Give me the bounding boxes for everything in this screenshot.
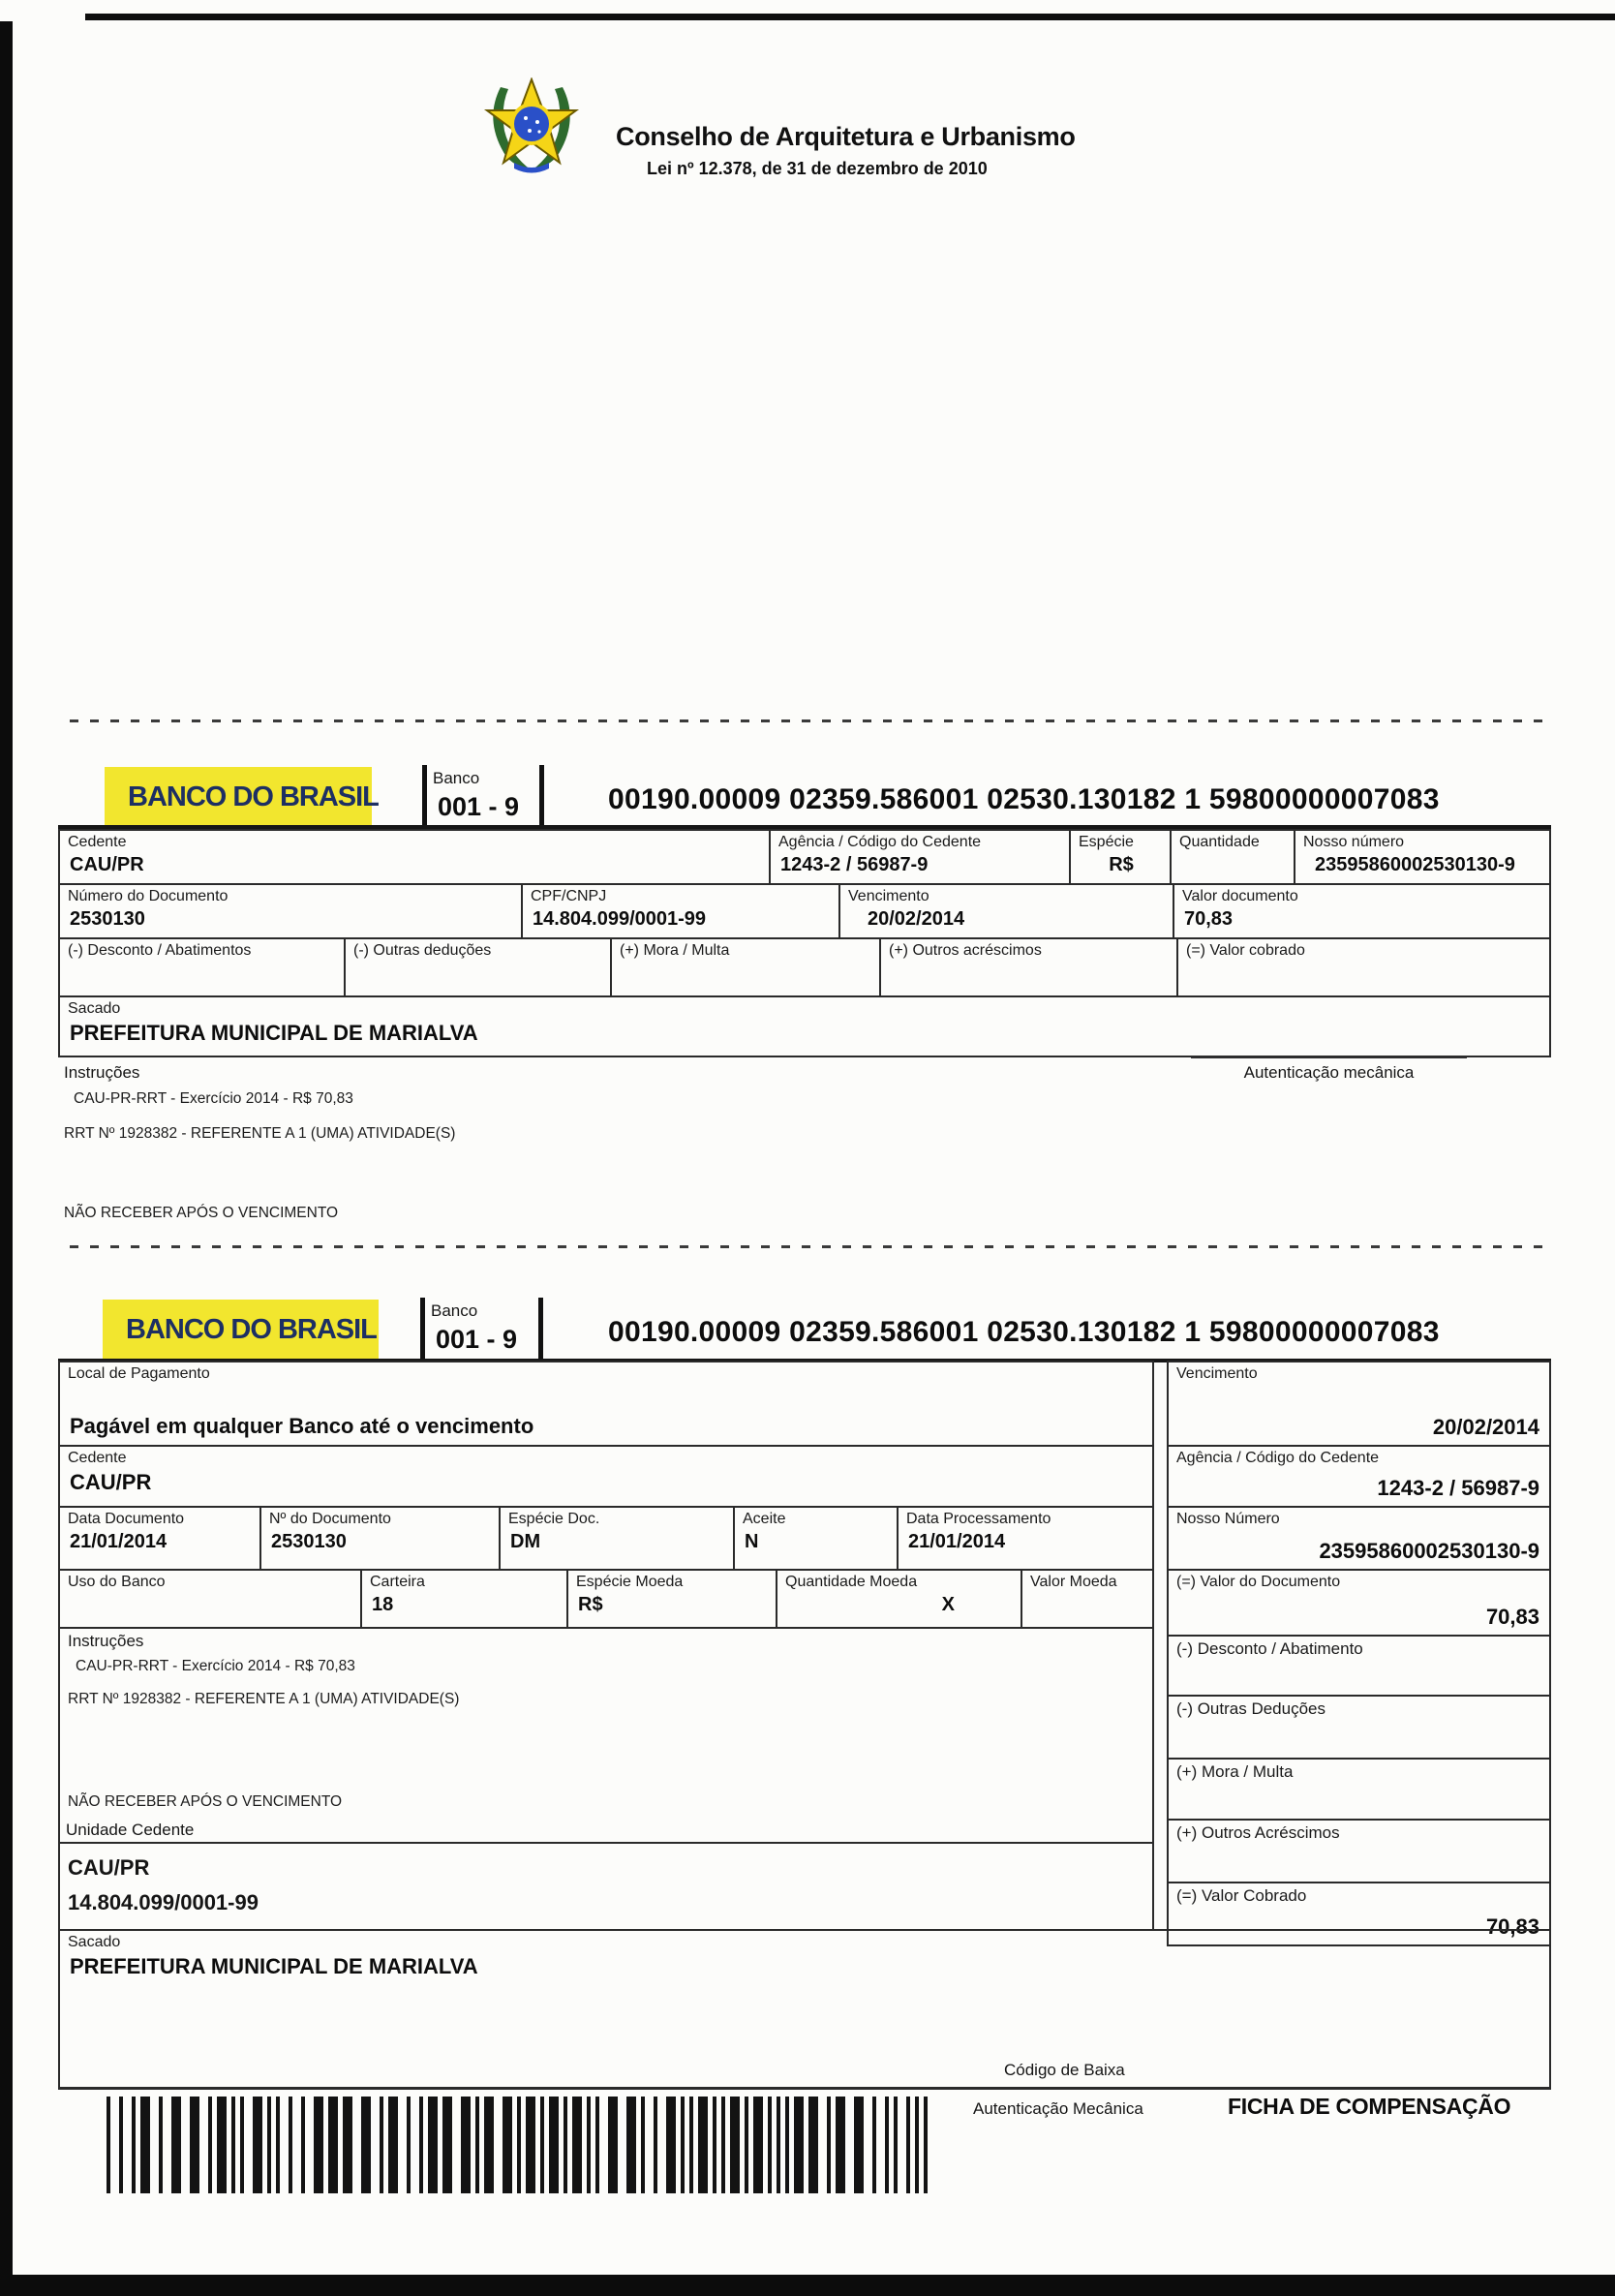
receipt-valor-doc-field [1173, 883, 1551, 939]
org-title: Conselho de Arquitetura e Urbanismo [616, 122, 1076, 151]
receipt-instrucao-line: RRT Nº 1928382 - REFERENTE A 1 (UMA) ATIVIDADE(S) [64, 1125, 456, 1142]
ficha-uso-banco-field [58, 1569, 362, 1629]
banco-label: Banco [433, 769, 480, 787]
codigo-baixa-label: Código de Baixa [1004, 2061, 1125, 2079]
field-label: (+) Mora / Multa [620, 942, 730, 959]
field-value: 70,83 [1184, 908, 1234, 930]
unidade-cedente-nome: CAU/PR [68, 1855, 150, 1880]
field-label: Data Documento [68, 1511, 185, 1527]
field-label: Cedente [68, 834, 127, 850]
barcode [107, 2097, 937, 2193]
bb-logo-text: BANCO DO BRASIL [126, 1313, 377, 1345]
ficha-aceite-field [733, 1506, 899, 1571]
field-value: CAU/PR [70, 1470, 152, 1494]
receipt-acrescimos-field [879, 937, 1178, 997]
ficha-local-pagamento-field [58, 1361, 1154, 1447]
field-value: X [941, 1594, 955, 1615]
ficha-data-processamento-field [897, 1506, 1154, 1571]
ficha-instrucao-line: CAU-PR-RRT - Exercício 2014 - R$ 70,83 [76, 1658, 355, 1674]
ficha-quantidade-moeda-field [776, 1569, 1022, 1629]
ficha-data-documento-field [58, 1506, 261, 1571]
unidade-cedente-label: Unidade Cedente [66, 1821, 195, 1839]
field-value: R$ [578, 1594, 603, 1615]
field-label: (+) Mora / Multa [1176, 1762, 1294, 1781]
scan-edge-top [85, 14, 1615, 20]
field-label: Nº do Documento [269, 1511, 391, 1527]
field-label: Nosso número [1303, 834, 1405, 850]
divider [422, 765, 427, 829]
ficha-instrucoes-box [58, 1627, 1154, 1844]
field-label: Agência / Código do Cedente [778, 834, 982, 850]
receipt-instrucao-line: CAU-PR-RRT - Exercício 2014 - R$ 70,83 [74, 1090, 353, 1107]
field-label: (=) Valor cobrado [1186, 942, 1305, 959]
field-value: 21/01/2014 [70, 1531, 168, 1552]
ficha-deducoes-field [1167, 1695, 1551, 1760]
receipt-cedente-field [58, 829, 771, 885]
cut-dashed-line [70, 1245, 1551, 1248]
field-value: 1243-2 / 56987-9 [1377, 1476, 1539, 1500]
ficha-valor-moeda-field [1021, 1569, 1154, 1629]
bank-code: 001 - 9 [438, 792, 520, 821]
ficha-agencia-field [1167, 1445, 1551, 1508]
field-label: Quantidade Moeda [785, 1574, 918, 1590]
field-value: 1243-2 / 56987-9 [780, 854, 929, 875]
receipt-mora-field [610, 937, 881, 997]
ficha-vencimento-field [1167, 1361, 1551, 1447]
unidade-cedente-cnpj: 14.804.099/0001-99 [68, 1890, 259, 1914]
ficha-nao-receber: NÃO RECEBER APÓS O VENCIMENTO [68, 1793, 343, 1810]
ficha-nosso-numero-field [1167, 1506, 1551, 1571]
org-law-line: Lei nº 12.378, de 31 de dezembro de 2010 [647, 159, 988, 178]
field-label: Valor documento [1182, 888, 1298, 904]
receipt-sacado-field [58, 995, 1551, 1057]
field-label: Vencimento [1176, 1365, 1258, 1382]
scan-edge-left [0, 21, 13, 2296]
field-value: 2530130 [70, 908, 145, 930]
divider [539, 765, 544, 829]
ficha-cedente-field [58, 1445, 1154, 1508]
field-label: (-) Outras deduções [353, 942, 492, 959]
field-label: Valor Moeda [1030, 1574, 1117, 1590]
field-label: Agência / Código do Cedente [1176, 1450, 1380, 1466]
ficha-especie-moeda-field [566, 1569, 777, 1629]
digitable-line: 00190.00009 02359.586001 02530.130182 1 59800000007083 [608, 1316, 1440, 1348]
digitable-line: 00190.00009 02359.586001 02530.130182 1 59800000007083 [608, 783, 1440, 815]
field-label: Espécie Doc. [508, 1511, 600, 1527]
ficha-unidade-cedente-box [58, 1842, 1154, 1931]
ficha-instrucao-line: RRT Nº 1928382 - REFERENTE A 1 (UMA) ATIVIDADE(S) [68, 1691, 460, 1707]
field-label: (-) Outras Deduções [1176, 1699, 1326, 1718]
field-value: 20/02/2014 [1432, 1415, 1539, 1439]
field-value: N [745, 1531, 759, 1552]
field-label: Nosso Número [1176, 1511, 1280, 1527]
field-value: 23595860002530130-9 [1315, 854, 1515, 875]
bank-code: 001 - 9 [436, 1325, 518, 1354]
field-label: (+) Outros acréscimos [889, 942, 1042, 959]
banco-label: Banco [431, 1301, 478, 1320]
field-label: Espécie Moeda [576, 1574, 684, 1590]
field-label: (=) Valor Cobrado [1176, 1886, 1307, 1905]
receipt-deducoes-field [344, 937, 612, 997]
field-value: 70,83 [1485, 1605, 1539, 1629]
field-label: CPF/CNPJ [531, 888, 607, 904]
bb-logo-text: BANCO DO BRASIL [128, 781, 379, 812]
receipt-especie-field [1069, 829, 1172, 885]
receipt-desconto-field [58, 937, 346, 997]
banco-do-brasil-logo [105, 767, 379, 827]
ficha-mora-field [1167, 1758, 1551, 1821]
field-label: (=) Valor do Documento [1176, 1574, 1341, 1590]
receipt-nao-receber: NÃO RECEBER APÓS O VENCIMENTO [64, 1205, 339, 1221]
field-value: Pagável em qualquer Banco até o vencimento [70, 1414, 534, 1438]
receipt-numero-doc-field [58, 883, 523, 939]
field-label: Local de Pagamento [68, 1365, 210, 1382]
field-label: Vencimento [848, 888, 929, 904]
field-value: 18 [372, 1594, 394, 1615]
ficha-acrescimos-field [1167, 1819, 1551, 1883]
field-value: PREFEITURA MUNICIPAL DE MARIALVA [70, 1954, 478, 1978]
field-label: Instruções [68, 1632, 144, 1650]
field-label: Aceite [743, 1511, 786, 1527]
field-label: (-) Desconto / Abatimento [1176, 1639, 1363, 1658]
receipt-cpf-cnpj-field [521, 883, 840, 939]
receipt-vencimento-field [838, 883, 1174, 939]
ficha-desconto-field [1167, 1635, 1551, 1697]
field-label: Espécie [1079, 834, 1134, 850]
field-label: Número do Documento [68, 888, 229, 904]
receipt-agencia-field [769, 829, 1071, 885]
field-label: Data Processamento [906, 1511, 1051, 1527]
coat-of-arms-icon [481, 77, 582, 174]
field-value: 14.804.099/0001-99 [533, 908, 707, 930]
receipt-instrucoes-label: Instruções [64, 1063, 140, 1082]
field-label: Sacado [68, 1000, 121, 1017]
receipt-nosso-numero-field [1294, 829, 1551, 885]
field-value: 2530130 [271, 1531, 347, 1552]
field-label: Carteira [370, 1574, 425, 1590]
divider [420, 1298, 425, 1362]
ficha-autenticacao-label: Autenticação Mecânica [973, 2099, 1143, 2118]
field-label: Uso do Banco [68, 1574, 166, 1590]
receipt-valor-cobrado-field [1176, 937, 1551, 997]
divider [538, 1298, 543, 1362]
field-label: (+) Outros Acréscimos [1176, 1823, 1340, 1842]
field-value: 70,83 [1485, 1914, 1539, 1939]
field-value: 21/01/2014 [908, 1531, 1006, 1552]
field-value: CAU/PR [70, 854, 144, 875]
receipt-quantidade-field [1170, 829, 1295, 885]
field-label: Cedente [68, 1450, 127, 1466]
banco-do-brasil-logo [103, 1300, 379, 1360]
field-label: Quantidade [1179, 834, 1260, 850]
field-value: R$ [1109, 854, 1134, 875]
autenticacao-line [1191, 1056, 1467, 1058]
field-value: 20/02/2014 [868, 908, 965, 930]
field-label: Sacado [68, 1934, 121, 1950]
field-value: DM [510, 1531, 541, 1552]
ficha-sacado-box [58, 1929, 1551, 2090]
ficha-especie-doc-field [499, 1506, 735, 1571]
ficha-carteira-field [360, 1569, 568, 1629]
cut-dashed-line [70, 719, 1551, 722]
scan-edge-bottom [0, 2275, 1615, 2296]
ficha-numero-doc-field [259, 1506, 501, 1571]
ficha-compensacao-label: FICHA DE COMPENSAÇÃO [1228, 2094, 1511, 2119]
field-value: 23595860002530130-9 [1319, 1539, 1539, 1563]
field-label: (-) Desconto / Abatimentos [68, 942, 252, 959]
receipt-autenticacao-label: Autenticação mecânica [1243, 1063, 1415, 1082]
field-value: PREFEITURA MUNICIPAL DE MARIALVA [70, 1021, 478, 1045]
ficha-valor-documento-field [1167, 1569, 1551, 1637]
